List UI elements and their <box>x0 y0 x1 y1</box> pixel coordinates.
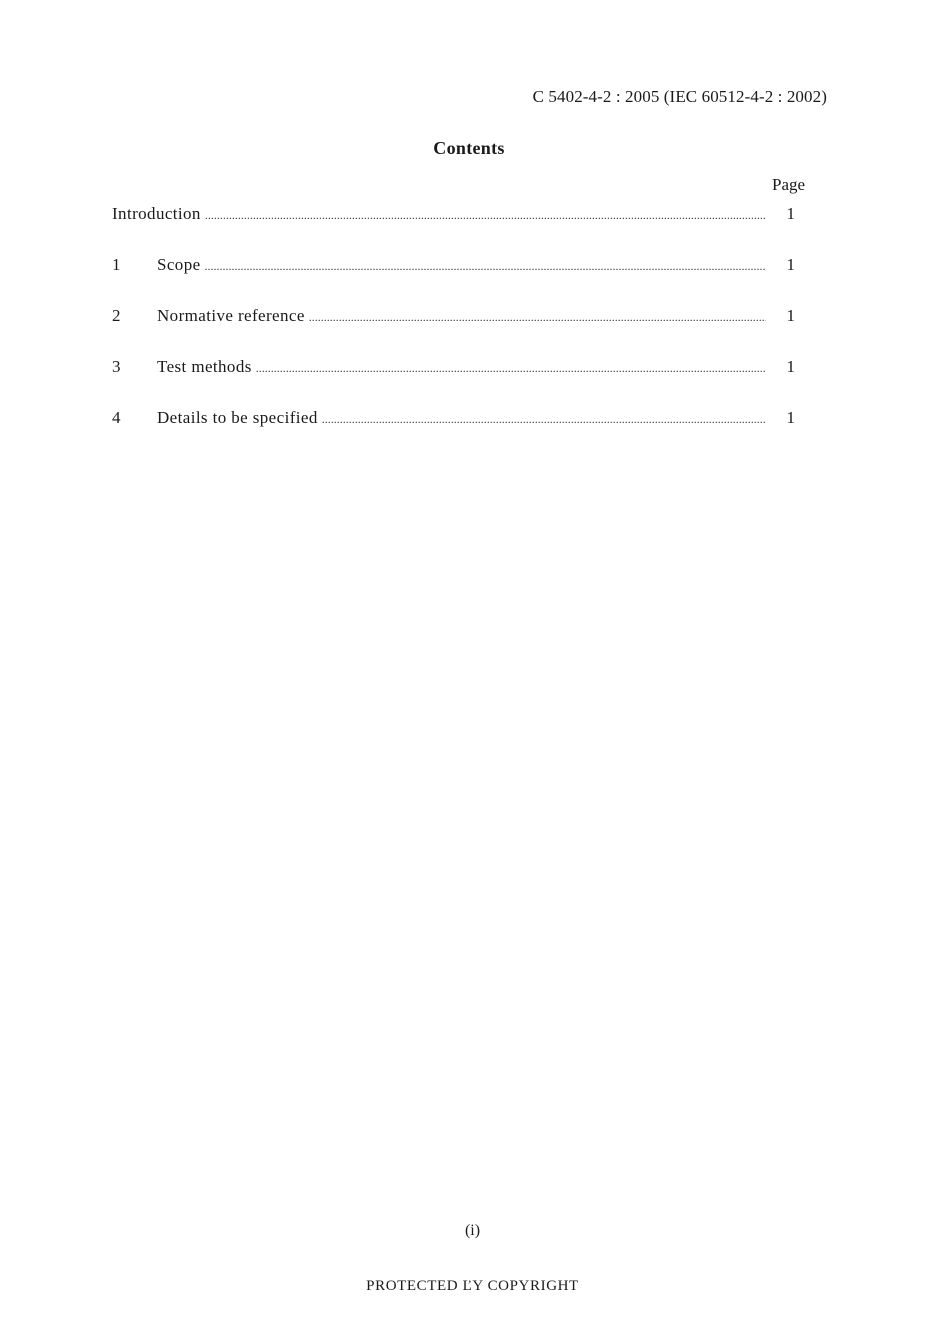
dot-leader <box>205 259 766 274</box>
toc-entry-page: 1 <box>786 204 796 223</box>
dot-leader <box>309 310 766 325</box>
toc-entry-number: 1 <box>112 255 121 274</box>
toc-entry-page: 1 <box>786 357 796 376</box>
toc-entry-page: 1 <box>786 306 796 325</box>
toc-entry-label: Details to be specified <box>157 408 318 427</box>
toc-entry-details-to-be-specified[interactable] <box>112 408 812 430</box>
dot-leader <box>322 412 766 427</box>
contents-title: Contents <box>433 138 505 158</box>
toc-entry-number: 2 <box>112 306 121 325</box>
toc-entry-scope[interactable] <box>112 255 812 277</box>
toc-entry-label: Normative reference <box>157 306 305 325</box>
toc-entry-test-methods[interactable] <box>112 357 812 379</box>
document-identifier: C 5402-4-2 : 2005 (IEC 60512-4-2 : 2002) <box>532 87 827 106</box>
toc-entry-label: Introduction <box>112 204 201 223</box>
dot-leader <box>205 208 766 223</box>
page-column-label: Page <box>772 175 806 194</box>
toc-entry-number: 3 <box>112 357 121 376</box>
toc-entry-page: 1 <box>786 255 796 274</box>
dot-leader <box>256 361 766 376</box>
toc-entry-label: Test methods <box>157 357 252 376</box>
copyright-notice: PROTECTED ĽY COPYRIGHT <box>366 1278 579 1294</box>
page-number: (i) <box>464 1222 481 1239</box>
toc-entry-normative-reference[interactable] <box>112 306 812 328</box>
toc-entry-page: 1 <box>786 408 796 427</box>
toc-entry-number: 4 <box>112 408 121 427</box>
toc-entry-label: Scope <box>157 255 201 274</box>
toc-entry-introduction[interactable] <box>112 204 812 226</box>
